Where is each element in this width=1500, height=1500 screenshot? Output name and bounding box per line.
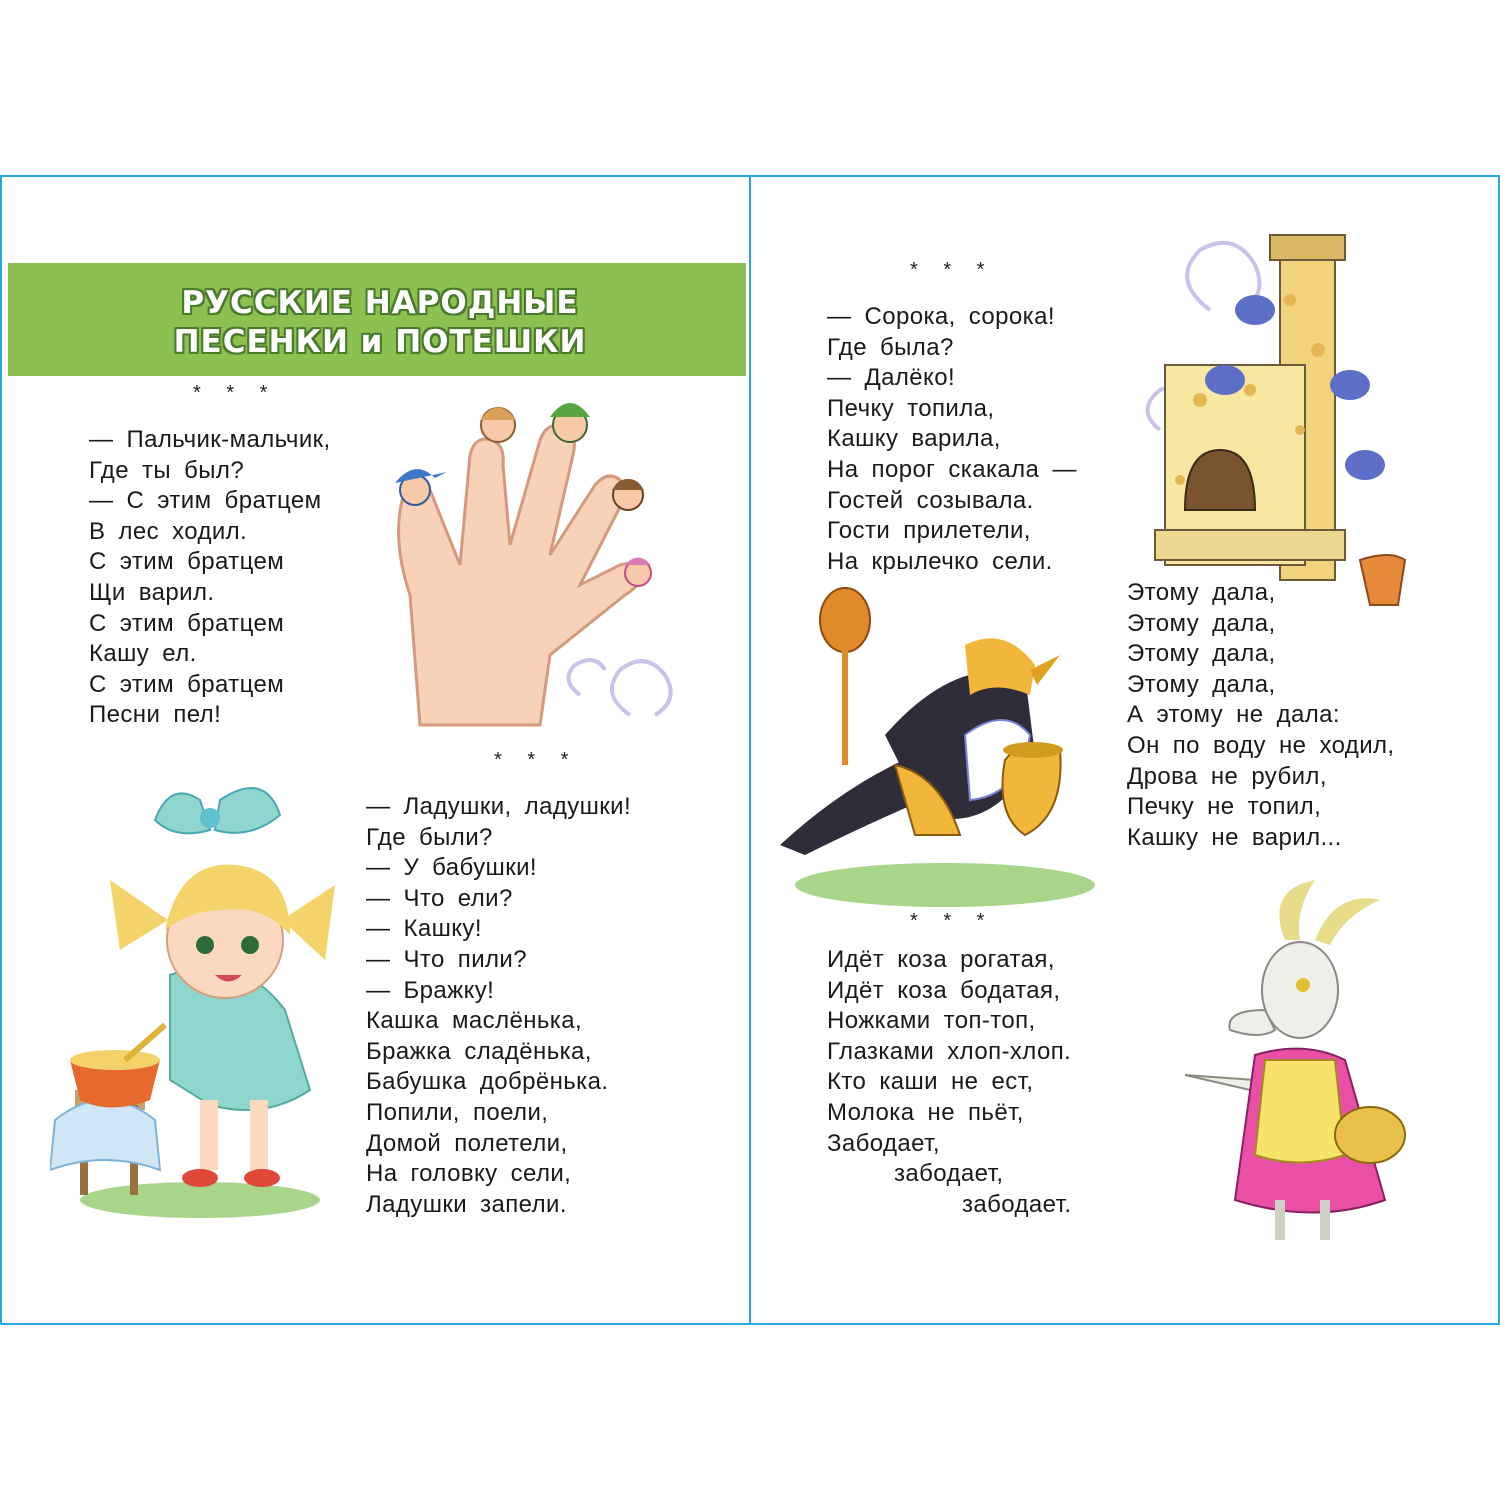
- poem-koza: [827, 945, 1071, 1220]
- verse-line: — Пальчик-мальчик,: [89, 426, 331, 453]
- page-title-line-2: ПЕСЕНКИ и ПОТЕШКИ: [173, 324, 587, 360]
- magpie-illustration: [775, 585, 1115, 915]
- verse-line: Печку топила,: [827, 394, 995, 422]
- verse-line: Молока не пьёт,: [827, 1098, 1024, 1126]
- verse-line: Кашу ел.: [89, 640, 197, 668]
- verse-line: На крылечко сели.: [827, 547, 1053, 575]
- verse-line: Попили, поели,: [366, 1098, 549, 1126]
- verse-line: Этому дала,: [1127, 670, 1276, 698]
- verse-line: — С этим братцем: [89, 487, 322, 515]
- verse-line: — У бабушки!: [366, 854, 537, 882]
- verse-line: В лес ходил.: [89, 517, 248, 545]
- hand-puppets-illustration: [380, 395, 700, 735]
- verse-line: Кто каши не ест,: [827, 1068, 1034, 1096]
- verse-line: — Что пили?: [366, 945, 527, 973]
- verse-line: На головку сели,: [366, 1160, 572, 1188]
- poem-ladushki: [366, 792, 631, 1220]
- verse-line: Этому дала,: [1127, 579, 1276, 606]
- separator-ladushki: * * *: [494, 749, 579, 771]
- verse-line: Ножками топ-топ,: [827, 1007, 1036, 1035]
- verse-line: забодает.: [962, 1190, 1072, 1218]
- verse-line: Этому дала,: [1127, 640, 1276, 668]
- verse-line: Печку не топил,: [1127, 793, 1322, 821]
- separator-soroka: * * *: [910, 259, 995, 281]
- separator-koza: * * *: [910, 910, 995, 932]
- page-title-line-1: РУССКИЕ НАРОДНЫЕ: [181, 285, 579, 321]
- verse-line: Ладушки запели.: [366, 1190, 567, 1218]
- verse-line: — Что ели?: [366, 884, 513, 912]
- verse-line: — Далёко!: [827, 364, 956, 392]
- verse-line: Где были?: [366, 823, 493, 851]
- verse-line: С этим братцем: [89, 609, 285, 637]
- stove-with-birds-illustration: [1140, 230, 1440, 620]
- verse-line: С этим братцем: [89, 548, 285, 576]
- verse-line: Щи варил.: [89, 578, 215, 606]
- verse-line: Бабушка добрёнька.: [366, 1068, 609, 1096]
- verse-line: Где была?: [827, 333, 954, 361]
- verse-line: Гости прилетели,: [827, 517, 1031, 545]
- verse-line: Дрова не рубил,: [1127, 762, 1327, 790]
- verse-line: Он по воду не ходил,: [1127, 731, 1395, 759]
- girl-with-bowl-illustration: [50, 760, 340, 1230]
- separator-finger: * * *: [193, 382, 278, 404]
- verse-line: — Бражку!: [366, 976, 495, 1004]
- verse-line: А этому не дала:: [1127, 701, 1340, 729]
- verse-line: Идёт коза рогатая,: [827, 946, 1055, 973]
- verse-line: Домой полетели,: [366, 1129, 568, 1157]
- verse-line: Бражка сладёнька,: [366, 1037, 592, 1065]
- verse-line: забодает,: [894, 1160, 1004, 1188]
- verse-line: Кашка маслёнька,: [366, 1007, 583, 1035]
- verse-line: Кашку варила,: [827, 425, 1001, 453]
- verse-line: — Сорока, сорока!: [827, 303, 1055, 330]
- verse-line: Гостей созывала.: [827, 486, 1034, 514]
- verse-line: Песни пел!: [89, 701, 222, 729]
- verse-line: Глазками хлоп-хлоп.: [827, 1037, 1072, 1065]
- verse-line: — Кашку!: [366, 915, 482, 943]
- verse-line: Кашку не варил...: [1127, 823, 1342, 851]
- verse-line: — Ладушки, ладушки!: [366, 793, 632, 820]
- verse-line: На порог скакала —: [827, 455, 1077, 483]
- verse-line: Забодает,: [827, 1129, 940, 1157]
- poem-finger: [89, 425, 331, 731]
- verse-line: С этим братцем: [89, 670, 285, 698]
- goat-illustration: [1185, 880, 1425, 1250]
- poem-soroka: [827, 302, 1077, 577]
- verse-line: Идёт коза бодатая,: [827, 976, 1061, 1004]
- verse-line: Этому дала,: [1127, 609, 1276, 637]
- verse-line: Где ты был?: [89, 456, 245, 484]
